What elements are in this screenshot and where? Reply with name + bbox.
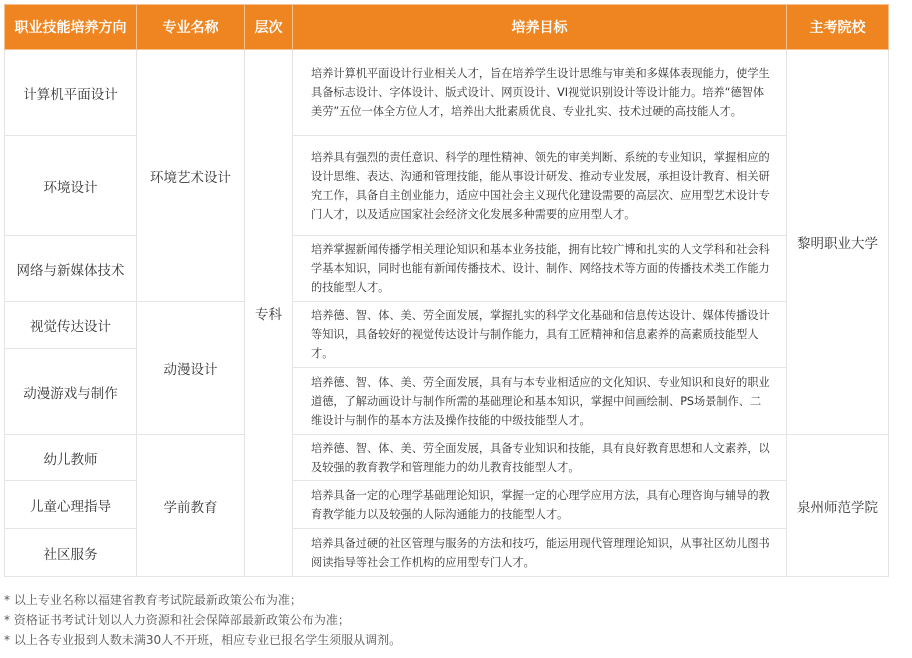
major-cell: 动漫设计 [137, 302, 245, 435]
table-row [5, 50, 889, 136]
direction-cell: 网络与新媒体技术 [5, 236, 137, 302]
goal-cell: 培养德、智、体、美、劳全面发展，具有与本专业相适应的文化知识、专业知识和良好的职业道德，了解动画设计与制作所需的基础理论和基本知识，掌握中间画绘制、PS场景制作、二维设计与制作的基本方法及操作技能的中级技能型人才。 [311, 375, 770, 427]
direction-cell: 社区服务 [5, 529, 137, 577]
table-row [5, 435, 889, 481]
goal-cell: 培养计算机平面设计行业相关人才，旨在培养学生设计思维与审美和多媒体表现能力，使学生具备标志设计、字体设计、版式设计、网页设计、VI视觉识别设计等设计能力。培养“德智体美劳”五位一体全方位人才，培养出大批素质优良、专业扎实、技术过硬的高技能人才。 [293, 50, 787, 136]
direction-cell: 环境设计 [5, 136, 137, 236]
header-goal: 培养目标 [293, 5, 787, 50]
header-direction: 职业技能培养方向 [5, 5, 137, 50]
footnote: * 资格证书考试计划以人力资源和社会保障部最新政策公布为准； [4, 613, 350, 627]
goal-merged-cell [293, 302, 787, 435]
table-row [5, 302, 889, 349]
goal-cell: 培养德、智、体、美、劳全面发展，具备专业知识和技能，具有良好教育思想和人文素养，以及较强的教育教学和管理能力的幼儿教育技能型人才。 [293, 435, 787, 481]
school-cell: 黎明职业大学 [787, 50, 889, 435]
footnote: * 以上各专业报到人数未满30人不开班，相应专业已报名学生须服从调剂。 [4, 633, 402, 647]
goal-cell: 培养具备一定的心理学基础理论知识，掌握一定的心理学应用方法，具有心理咨询与辅导的教育教学能力以及较强的人际沟通能力的技能型人才。 [293, 481, 787, 529]
direction-cell: 儿童心理指导 [5, 481, 137, 529]
header-level: 层次 [245, 5, 293, 50]
direction-cell: 幼儿教师 [5, 435, 137, 481]
goal-cell: 培养具有强烈的责任意识、科学的理性精神、领先的审美判断、系统的专业知识，掌握相应的设计思维、表达、沟通和管理技能，能从事设计研发、推动专业发展，承担设计教育、相关研究工作，具备自主创业能力，适应中国社会主义现代化建设需要的高层次、应用型艺术设计专门人才，以及适应国家社会经济文化发展多种需要的应用型人才。 [293, 136, 787, 236]
direction-cell: 视觉传达设计 [5, 302, 137, 349]
direction-cell: 动漫游戏与制作 [5, 349, 137, 435]
major-cell: 环境艺术设计 [137, 50, 245, 302]
table-header-row [5, 5, 889, 50]
major-cell: 学前教育 [137, 435, 245, 577]
header-school: 主考院校 [787, 5, 889, 50]
level-cell: 专科 [245, 50, 293, 577]
goal-cell: 培养德、智、体、美、劳全面发展，掌握扎实的科学文化基础和信息传达设计、媒体传播设计等知识，具备较好的视觉传达设计与制作能力，具有工匠精神和信息素养的高素质技能型人才。 [293, 302, 786, 368]
school-cell: 泉州师范学院 [787, 435, 889, 577]
goal-cell: 培养具备过硬的社区管理与服务的方法和技巧，能运用现代管理理论知识，从事社区幼儿图书阅读指导等社会工作机构的应用型专门人才。 [293, 529, 787, 577]
training-table [4, 4, 889, 577]
footnotes [4, 590, 888, 650]
header-major: 专业名称 [137, 5, 245, 50]
goal-cell: 培养掌握新闻传播学相关理论知识和基本业务技能，拥有比较广博和扎实的人文学科和社会科学基本知识，同时也能有新闻传播技术、设计、制作、网络技术等方面的传播技术类工作能力的技能型人才。 [293, 236, 787, 302]
footnote: * 以上专业名称以福建省教育考试院最新政策公布为准； [4, 593, 302, 607]
direction-cell: 计算机平面设计 [5, 50, 137, 136]
